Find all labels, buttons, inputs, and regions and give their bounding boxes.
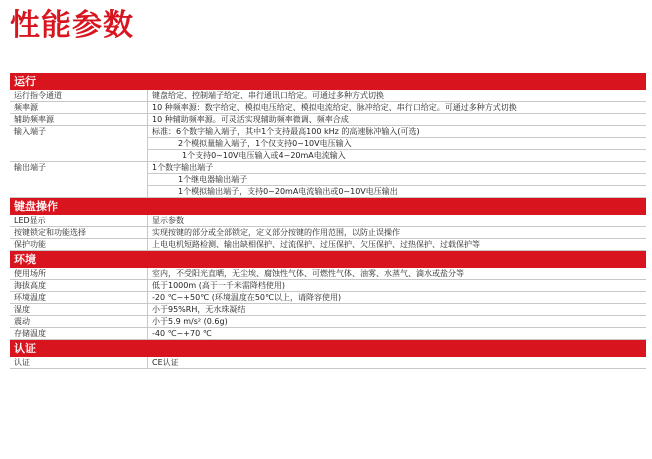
- spec-label: 震动: [10, 316, 148, 327]
- spec-row: [10, 316, 646, 328]
- spec-value: 实现按键的部分或全部锁定，定义部分按键的作用范围，以防止误操作: [152, 228, 400, 237]
- spec-value: 10 种频率源：数字给定、模拟电压给定、模拟电流给定、脉冲给定、串行口给定。可通过多种方式切换: [152, 103, 517, 112]
- spec-row: [10, 239, 646, 251]
- spec-value: 10 种辅助频率源。可灵活实现辅助频率微调、频率合成: [152, 115, 349, 124]
- spec-value: CE认证: [152, 358, 179, 367]
- spec-value: 上电电机短路检测、输出缺相保护、过流保护、过压保护、欠压保护、过热保护、过载保护等: [152, 240, 480, 249]
- spec-row: [10, 268, 646, 280]
- spec-label: 输出端子: [10, 162, 148, 197]
- spec-row: [10, 215, 646, 227]
- spec-row: [10, 114, 646, 126]
- spec-value: 1个模拟输出端子，支持0~20mA电流输出或0~10V电压输出: [148, 185, 646, 197]
- spec-value: -20 ℃~+50℃ (环境温度在50℃以上，请降容使用): [152, 293, 342, 302]
- section-header: 环境: [10, 251, 646, 268]
- spec-label: 输入端子: [10, 126, 148, 161]
- section-header: 运行: [10, 73, 646, 90]
- spec-row: [10, 102, 646, 114]
- spec-row: [10, 90, 646, 102]
- spec-row: [10, 357, 646, 369]
- spec-value: 2个模拟量输入端子，1个仅支持0~10V电压输入: [148, 137, 646, 149]
- spec-row: [10, 162, 646, 198]
- section-header: 键盘操作: [10, 198, 646, 215]
- spec-value: 1个数字输出端子: [152, 163, 214, 172]
- section-header: 认证: [10, 340, 646, 357]
- spec-label: 认证: [10, 357, 148, 368]
- spec-value: 键盘给定、控制端子给定、串行通讯口给定。可通过多种方式切换: [152, 91, 384, 100]
- spec-row: [10, 304, 646, 316]
- spec-table: [10, 73, 646, 369]
- spec-value: 室内，不受阳光直晒，无尘埃、腐蚀性气体、可燃性气体、油雾、水蒸气、滴水或盐分等: [152, 269, 464, 278]
- spec-value: -40 ℃~+70 ℃: [152, 329, 212, 338]
- spec-label: 湿度: [10, 304, 148, 315]
- spec-value: 1个支持0~10V电压输入或4~20mA电流输入: [148, 149, 646, 161]
- spec-label: 环境温度: [10, 292, 148, 303]
- spec-label: 保护功能: [10, 239, 148, 250]
- spec-label: 存储温度: [10, 328, 148, 339]
- spec-label: 频率源: [10, 102, 148, 113]
- page-title: 性能参数: [10, 8, 134, 43]
- spec-row: [10, 292, 646, 304]
- spec-value: 显示参数: [152, 216, 184, 225]
- spec-row: [10, 126, 646, 162]
- spec-value: 小于95%RH，无水珠凝结: [152, 305, 246, 314]
- spec-label: 海拔高度: [10, 280, 148, 291]
- spec-label: 使用场所: [10, 268, 148, 279]
- spec-label: LED显示: [10, 215, 148, 226]
- spec-label: 运行指令通道: [10, 90, 148, 101]
- spec-label: 按键锁定和功能选择: [10, 227, 148, 238]
- spec-value: 1个继电器输出端子: [148, 173, 646, 185]
- spec-label: 辅助频率源: [10, 114, 148, 125]
- spec-value: 低于1000m (高于一千米需降档使用): [152, 281, 285, 290]
- spec-value: 标准：6个数字输入端子，其中1个支持最高100 kHz 的高速脉冲输入(可选): [152, 127, 420, 136]
- spec-value: 小于5.9 m/s² (0.6g): [152, 317, 228, 326]
- spec-row: [10, 227, 646, 239]
- spec-row: [10, 328, 646, 340]
- spec-row: [10, 280, 646, 292]
